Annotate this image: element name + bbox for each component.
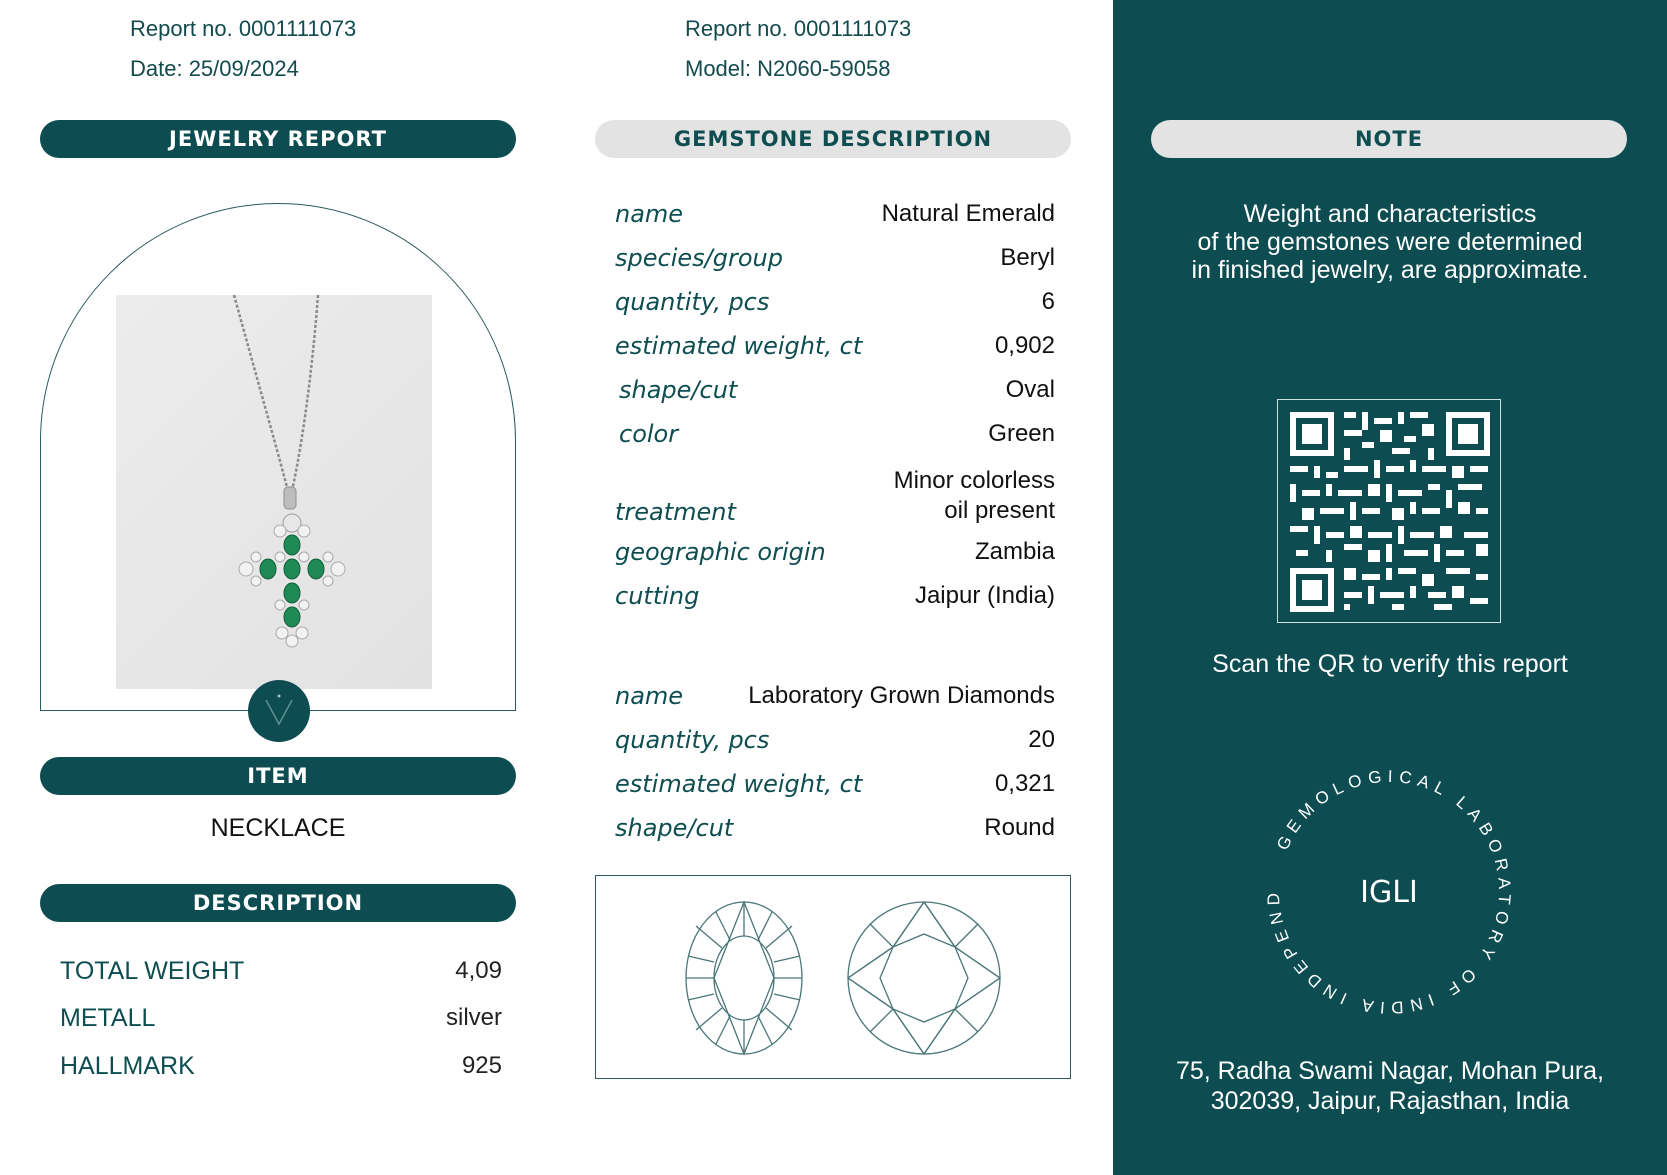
gem-label: color <box>619 420 679 448</box>
gem-value: 6 <box>1041 288 1055 315</box>
gem-row <box>615 200 1055 228</box>
gem-value: Beryl <box>1000 244 1055 271</box>
gem-value: 20 <box>1028 726 1055 753</box>
lab-address <box>1113 1056 1667 1116</box>
gem-value: Laboratory Grown Diamonds <box>748 682 1055 709</box>
cut-diagram-box <box>595 875 1071 1079</box>
qr-code[interactable] <box>1277 399 1501 623</box>
section-note: NOTE <box>1151 120 1627 158</box>
section-jewelry-report: JEWELRY REPORT <box>40 120 516 158</box>
gem-label: quantity, pcs <box>615 288 770 316</box>
necklace-photo <box>116 295 432 689</box>
note-line: Weight and characteristics <box>1243 200 1537 228</box>
svg-text:IGLI: IGLI <box>1360 875 1418 910</box>
treatment-line: Minor colorless <box>893 467 1055 494</box>
gem-row <box>615 814 1055 842</box>
address-line: 302039, Jaipur, Rajasthan, India <box>1210 1087 1570 1115</box>
description-value: 4,09 <box>455 957 502 984</box>
gem-value: 0,902 <box>994 332 1055 359</box>
gem-row <box>615 538 1055 566</box>
svg-text:GEMOLOGICAL LABORATORY OF INDI: GEMOLOGICAL LABORATORY OF INDIA INDEPEND <box>1263 766 1515 1018</box>
gem-label: estimated weight, ct <box>615 770 863 798</box>
gem-row <box>615 682 1055 710</box>
gem-row <box>615 244 1055 272</box>
round-cut-diagram-icon <box>848 902 1000 1054</box>
gem-value <box>894 466 1055 526</box>
gem-label: geographic origin <box>615 538 826 566</box>
description-label: METALL <box>60 1004 156 1032</box>
report-date: Date: 25/09/2024 <box>130 56 299 81</box>
note-text <box>1113 200 1667 284</box>
gem-value: 0,321 <box>994 770 1055 797</box>
gem-row <box>615 582 1055 610</box>
gem-value: Zambia <box>974 538 1055 565</box>
gem-value: Jaipur (India) <box>914 582 1055 609</box>
report-number: Report no. 0001111073 <box>130 16 357 41</box>
cross-pendant-icon <box>116 295 432 689</box>
gem-value: Natural Emerald <box>881 200 1055 227</box>
model-number: Model: N2060-59058 <box>685 56 891 81</box>
description-row <box>60 1052 502 1081</box>
gem-row <box>615 464 1055 526</box>
gem-label: name <box>615 682 684 710</box>
description-row <box>60 1004 502 1033</box>
section-item: ITEM <box>40 757 516 795</box>
address-line: 75, Radha Swami Nagar, Mohan Pura, <box>1175 1057 1604 1085</box>
section-description: DESCRIPTION <box>40 884 516 922</box>
section-gemstone-description: GEMSTONE DESCRIPTION <box>595 120 1071 158</box>
description-value: silver <box>445 1004 502 1031</box>
gem-label: quantity, pcs <box>615 726 770 754</box>
description-row <box>60 957 502 986</box>
gem-row <box>615 332 1055 360</box>
gem-label: species/group <box>615 244 783 272</box>
description-label: TOTAL WEIGHT <box>60 957 245 985</box>
gem-row <box>615 770 1055 798</box>
gem-label: estimated weight, ct <box>615 332 863 360</box>
lab-seal-icon <box>1247 750 1531 1034</box>
gem-label: shape/cut <box>619 376 738 404</box>
scan-instruction: Scan the QR to verify this report <box>1212 650 1568 678</box>
note-line: of the gemstones were determined <box>1197 228 1583 256</box>
report-number-mid: Report no. 0001111073 <box>685 16 912 41</box>
gem-label: name <box>615 200 684 228</box>
gem-row <box>615 376 1055 404</box>
gem-row <box>615 726 1055 754</box>
gem-row <box>615 288 1055 316</box>
oval-cut-diagram-icon <box>686 902 802 1054</box>
v-logo-icon <box>248 680 310 742</box>
gem-label: shape/cut <box>615 814 734 842</box>
gem-value: Oval <box>1005 376 1055 403</box>
item-value: NECKLACE <box>210 814 346 842</box>
gem-label: treatment <box>615 498 736 526</box>
gem-value: Green <box>988 420 1055 447</box>
gem-row <box>615 420 1055 448</box>
description-label: HALLMARK <box>60 1052 195 1080</box>
gem-value: Round <box>984 814 1055 841</box>
note-line: in finished jewelry, are approximate. <box>1191 256 1589 284</box>
gem-label: cutting <box>615 582 700 610</box>
description-value: 925 <box>461 1052 502 1079</box>
treatment-line: oil present <box>944 497 1055 524</box>
